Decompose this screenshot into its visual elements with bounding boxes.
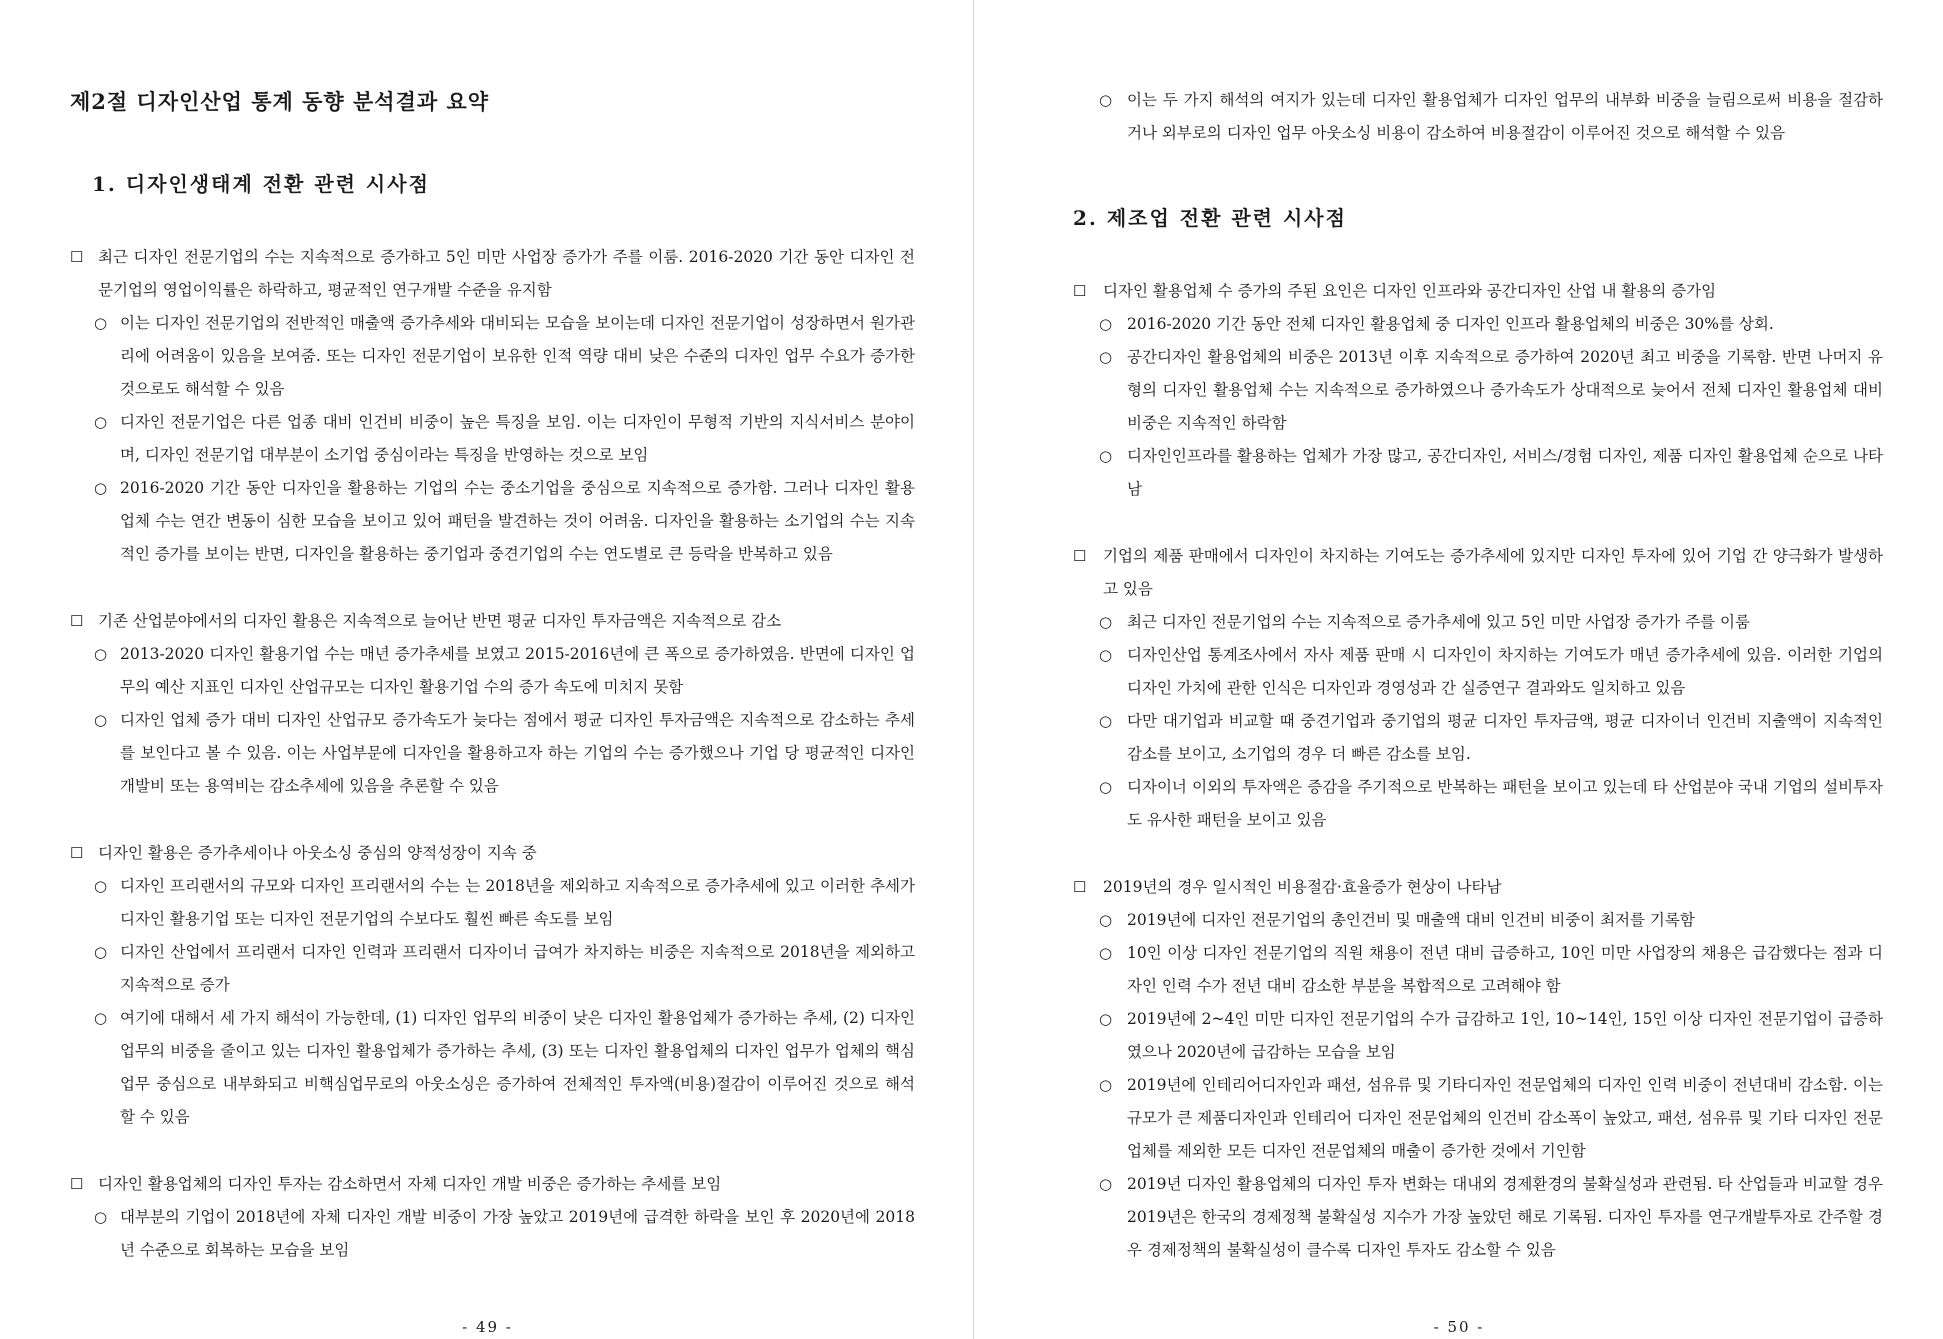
circle-item bbox=[1073, 639, 1883, 705]
square-bullet-icon: ☐ bbox=[1073, 547, 1087, 565]
circle-item bbox=[70, 472, 915, 571]
circle-bullet-icon: ○ bbox=[1099, 944, 1113, 962]
circle-item-text: 2013-2020 디자인 활용기업 수는 매년 증가추세를 보였고 2015-2016년에 큰 폭으로 증가하였음. 반면에 디자인 업무의 예산 지표인 디자인 산업규모는 디자인 활용기업 수의 증가 속도에 미치지 못함 bbox=[120, 645, 915, 696]
square-bullet-icon: ☐ bbox=[70, 844, 84, 862]
square-bullet-icon: ☐ bbox=[70, 612, 84, 630]
circle-item-text: 2016-2020 기간 동안 전체 디자인 활용업체 중 디자인 인프라 활용업체의 비중은 30%를 상회. bbox=[1127, 315, 1774, 333]
circle-bullet-icon: ○ bbox=[94, 314, 108, 332]
circle-bullet-icon: ○ bbox=[1099, 778, 1113, 796]
square-item bbox=[70, 1168, 915, 1201]
content-block bbox=[70, 241, 915, 571]
right-content bbox=[1073, 275, 1883, 1267]
circle-item bbox=[1073, 1168, 1883, 1267]
circle-item-text: 디자인인프라를 활용하는 업체가 가장 많고, 공간디자인, 서비스/경험 디자인, 제품 디자인 활용업체 순으로 나타남 bbox=[1127, 447, 1883, 498]
circle-bullet-icon: ○ bbox=[1099, 911, 1113, 929]
circle-bullet-icon: ○ bbox=[1099, 1010, 1113, 1028]
square-item-text: 최근 디자인 전문기업의 수는 지속적으로 증가하고 5인 미만 사업장 증가가 주를 이룸. 2016-2020 기간 동안 디자인 전문기업의 영업이익률은 하락하고, 평균적인 연구개발 수준을 유지함 bbox=[98, 248, 915, 299]
circle-bullet-icon: ○ bbox=[1099, 613, 1113, 631]
content-block bbox=[1073, 871, 1883, 1267]
square-item bbox=[1073, 275, 1883, 308]
left-content bbox=[70, 241, 915, 1267]
circle-bullet-icon: ○ bbox=[1099, 646, 1113, 664]
square-item-text: 기업의 제품 판매에서 디자인이 차지하는 기여도는 증가추세에 있지만 디자인 투자에 있어 기업 간 양극화가 발생하고 있음 bbox=[1103, 547, 1883, 598]
square-item-text: 기존 산업분야에서의 디자인 활용은 지속적으로 늘어난 반면 평균 디자인 투자금액은 지속적으로 감소 bbox=[98, 612, 782, 630]
content-block bbox=[70, 1168, 915, 1267]
square-item bbox=[70, 605, 915, 638]
circle-item-text: 디자인 산업에서 프리랜서 디자인 인력과 프리랜서 디자이너 급여가 차지하는 비중은 지속적으로 2018년을 제외하고 지속적으로 증가 bbox=[120, 943, 915, 994]
circle-item bbox=[1073, 904, 1883, 937]
circle-bullet-icon: ○ bbox=[1099, 1175, 1113, 1193]
circle-item bbox=[1073, 308, 1883, 341]
square-bullet-icon: ☐ bbox=[70, 248, 84, 266]
content-block bbox=[70, 837, 915, 1134]
circle-bullet-icon: ○ bbox=[94, 943, 108, 961]
square-item bbox=[1073, 540, 1883, 606]
circle-item-text: 2019년에 디자인 전문기업의 총인건비 및 매출액 대비 인건비 비중이 최저를 기록함 bbox=[1127, 911, 1695, 929]
circle-item-text: 공간디자인 활용업체의 비중은 2013년 이후 지속적으로 증가하여 2020년 최고 비중을 기록함. 반면 나머지 유형의 디자인 활용업체 수는 지속적으로 증가하였으나 증가속도가 상대적으로 늦어서 전체 디자인 활용업체 대비 비중은 지속적인 하락함 bbox=[1127, 348, 1883, 432]
circle-bullet-icon: ○ bbox=[94, 645, 108, 663]
content-block bbox=[1073, 275, 1883, 506]
section-title: 제2절 디자인산업 통계 동향 분석결과 요약 bbox=[70, 89, 490, 114]
square-item bbox=[1073, 871, 1883, 904]
circle-item-text: 10인 이상 디자인 전문기업의 직원 채용이 전년 대비 급증하고, 10인 미만 사업장의 채용은 급감했다는 점과 디자인 인력 수가 전년 대비 감소한 부분을 복합적으로 고려해야 함 bbox=[1127, 944, 1883, 995]
circle-item bbox=[1073, 440, 1883, 506]
content-block bbox=[1073, 540, 1883, 837]
page-number-right: - 50 - bbox=[1433, 1318, 1485, 1336]
circle-bullet-icon: ○ bbox=[94, 479, 108, 497]
square-item-text: 디자인 활용업체의 디자인 투자는 감소하면서 자체 디자인 개발 비중은 증가하는 추세를 보임 bbox=[98, 1175, 722, 1193]
content-block bbox=[70, 605, 915, 803]
circle-bullet-icon: ○ bbox=[94, 877, 108, 895]
page-number-left: - 49 - bbox=[462, 1318, 513, 1336]
circle-item-text: 2019년 디자인 활용업체의 디자인 투자 변화는 대내외 경제환경의 불확실성과 관련됨. 타 산업들과 비교할 경우 2019년은 한국의 경제정책 불확실성 지수가 가장 높았던 해로 기록됨. 디자인 투자를 연구개발투자로 간주할 경우 경제정책의 불확실성이 클수록 디자인 투자도 감소할 수 있음 bbox=[1127, 1175, 1883, 1259]
continuation-text: 이는 두 가지 해석의 여지가 있는데 디자인 활용업체가 디자인 업무의 내부화 비중을 늘림으로써 비용을 절감하거나 외부로의 디자인 업무 아웃소싱 비용이 감소하여 비용절감이 이루어진 것으로 해석할 수 있음 bbox=[1127, 91, 1883, 142]
circle-item-text: 2019년에 2~4인 미만 디자인 전문기업의 수가 급감하고 1인, 10~14인, 15인 이상 디자인 전문기업이 급증하였으나 2020년에 급감하는 모습을 보임 bbox=[1127, 1010, 1883, 1061]
circle-item-text: 디자인 프리랜서의 규모와 디자인 프리랜서의 수는 는 2018년을 제외하고 지속적으로 증가추세에 있고 이러한 추세가 디자인 활용기업 또는 디자인 전문기업의 수보다도 훨씬 빠른 속도를 보임 bbox=[120, 877, 915, 928]
circle-item bbox=[1073, 606, 1883, 639]
circle-item-text: 이는 디자인 전문기업의 전반적인 매출액 증가추세와 대비되는 모습을 보이는데 디자인 전문기업이 성장하면서 원가관리에 어려움이 있음을 보여줌. 또는 디자인 전문기업이 보유한 인적 역량 대비 낮은 수준의 디자인 업무 수요가 증가한 것으로도 해석할 수 있음 bbox=[120, 314, 915, 398]
circle-item-text: 디자인 전문기업은 다른 업종 대비 인건비 비중이 높은 특징을 보임. 이는 디자인이 무형적 기반의 지식서비스 분야이며, 디자인 전문기업 대부분이 소기업 중심이라는 특징을 반영하는 것으로 보임 bbox=[120, 413, 915, 464]
circle-bullet-icon: ○ bbox=[1099, 348, 1113, 366]
subsection-title-1: 1. 디자인생태계 전환 관련 시사점 bbox=[92, 172, 430, 196]
circle-item-text: 디자인산업 통계조사에서 자사 제품 판매 시 디자인이 차지하는 기여도가 매년 증가추세에 있음. 이러한 기업의 디자인 가치에 관한 인식은 디자인과 경영성과 간 실증연구 결과와도 일치하고 있음 bbox=[1127, 646, 1883, 697]
square-item bbox=[70, 837, 915, 870]
circle-item-text: 2016-2020 기간 동안 디자인을 활용하는 기업의 수는 중소기업을 중심으로 지속적으로 증가함. 그러나 디자인 활용업체 수는 연간 변동이 심한 모습을 보이고 있어 패턴을 발견하는 것이 어려움. 디자인을 활용하는 소기업의 수는 지속적인 증가를 보이는 반면, 디자인을 활용하는 중기업과 중견기업의 수는 연도별로 큰 등락을 반복하고 있음 bbox=[120, 479, 915, 563]
circle-item-text: 디자이너 이외의 투자액은 증감을 주기적으로 반복하는 패턴을 보이고 있는데 타 산업분야 국내 기업의 설비투자도 유사한 패턴을 보이고 있음 bbox=[1127, 778, 1883, 829]
circle-item bbox=[1073, 341, 1883, 440]
page-right bbox=[975, 0, 1943, 1339]
subsection-title-2: 2. 제조업 전환 관련 시사점 bbox=[1073, 206, 1347, 230]
square-bullet-icon: ☐ bbox=[1073, 878, 1087, 896]
circle-bullet-icon: ○ bbox=[1099, 1076, 1113, 1094]
circle-item bbox=[1073, 937, 1883, 1003]
circle-item bbox=[70, 1201, 915, 1267]
circle-bullet-icon: ○ bbox=[1099, 91, 1113, 109]
page-divider bbox=[973, 0, 974, 1339]
circle-item bbox=[70, 704, 915, 803]
square-bullet-icon: ☐ bbox=[70, 1175, 84, 1193]
circle-item-text: 여기에 대해서 세 가지 해석이 가능한데, (1) 디자인 업무의 비중이 낮은 디자인 활용업체가 증가하는 추세, (2) 디자인 업무의 비중을 줄이고 있는 디자인 활용업체가 증가하는 추세, (3) 또는 디자인 활용업체의 디자인 업무가 업체의 핵심업무 중심으로 내부화되고 비핵심업무로의 아웃소싱은 증가하여 전체적인 투자액(비용)절감이 이루어진 것으로 해석할 수 있음 bbox=[120, 1009, 915, 1126]
circle-bullet-icon: ○ bbox=[94, 711, 108, 729]
circle-item-text: 디자인 업체 증가 대비 디자인 산업규모 증가속도가 늦다는 점에서 평균 디자인 투자금액은 지속적으로 감소하는 추세를 보인다고 볼 수 있음. 이는 사업부문에 디자인을 활용하고자 하는 기업의 수는 증가했으나 기업 당 평균적인 디자인 개발비 또는 용역비는 감소추세에 있음을 추론할 수 있음 bbox=[120, 711, 915, 795]
circle-item bbox=[70, 406, 915, 472]
circle-bullet-icon: ○ bbox=[94, 1009, 108, 1027]
circle-item-text: 2019년에 인테리어디자인과 패션, 섬유류 및 기타디자인 전문업체의 디자인 인력 비중이 전년대비 감소함. 이는 규모가 큰 제품디자인과 인테리어 디자인 전문업체의 인건비 감소폭이 높았고, 패션, 섬유류 및 기타 디자인 전문업체를 제외한 모든 디자인 전문업체의 매출이 증가한 것에서 기인함 bbox=[1127, 1076, 1883, 1160]
circle-item bbox=[70, 638, 915, 704]
continuation-paragraph bbox=[1073, 84, 1883, 150]
circle-item bbox=[70, 870, 915, 936]
circle-item-text: 대부분의 기업이 2018년에 자체 디자인 개발 비중이 가장 높았고 2019년에 급격한 하락을 보인 후 2020년에 2018년 수준으로 회복하는 모습을 보임 bbox=[120, 1208, 915, 1259]
square-bullet-icon: ☐ bbox=[1073, 282, 1087, 300]
circle-item bbox=[1073, 1069, 1883, 1168]
circle-bullet-icon: ○ bbox=[1099, 315, 1113, 333]
circle-item-text: 최근 디자인 전문기업의 수는 지속적으로 증가추세에 있고 5인 미만 사업장 증가가 주를 이룸 bbox=[1127, 613, 1750, 631]
circle-bullet-icon: ○ bbox=[1099, 447, 1113, 465]
circle-bullet-icon: ○ bbox=[1099, 712, 1113, 730]
circle-item bbox=[70, 936, 915, 1002]
square-item-text: 2019년의 경우 일시적인 비용절감·효율증가 현상이 나타남 bbox=[1103, 878, 1502, 896]
circle-item bbox=[1073, 705, 1883, 771]
circle-item bbox=[1073, 1003, 1883, 1069]
circle-bullet-icon: ○ bbox=[94, 1208, 108, 1226]
square-item-text: 디자인 활용은 증가추세이나 아웃소싱 중심의 양적성장이 지속 중 bbox=[98, 844, 537, 862]
circle-bullet-icon: ○ bbox=[94, 413, 108, 431]
circle-item bbox=[1073, 771, 1883, 837]
circle-item bbox=[70, 1002, 915, 1134]
circle-item-text: 다만 대기업과 비교할 때 중견기업과 중기업의 평균 디자인 투자금액, 평균 디자이너 인건비 지출액이 지속적인 감소를 보이고, 소기업의 경우 더 빠른 감소를 보임. bbox=[1127, 712, 1883, 763]
circle-item bbox=[70, 307, 915, 406]
square-item bbox=[70, 241, 915, 307]
square-item-text: 디자인 활용업체 수 증가의 주된 요인은 디자인 인프라와 공간디자인 산업 내 활용의 증가임 bbox=[1103, 282, 1717, 300]
